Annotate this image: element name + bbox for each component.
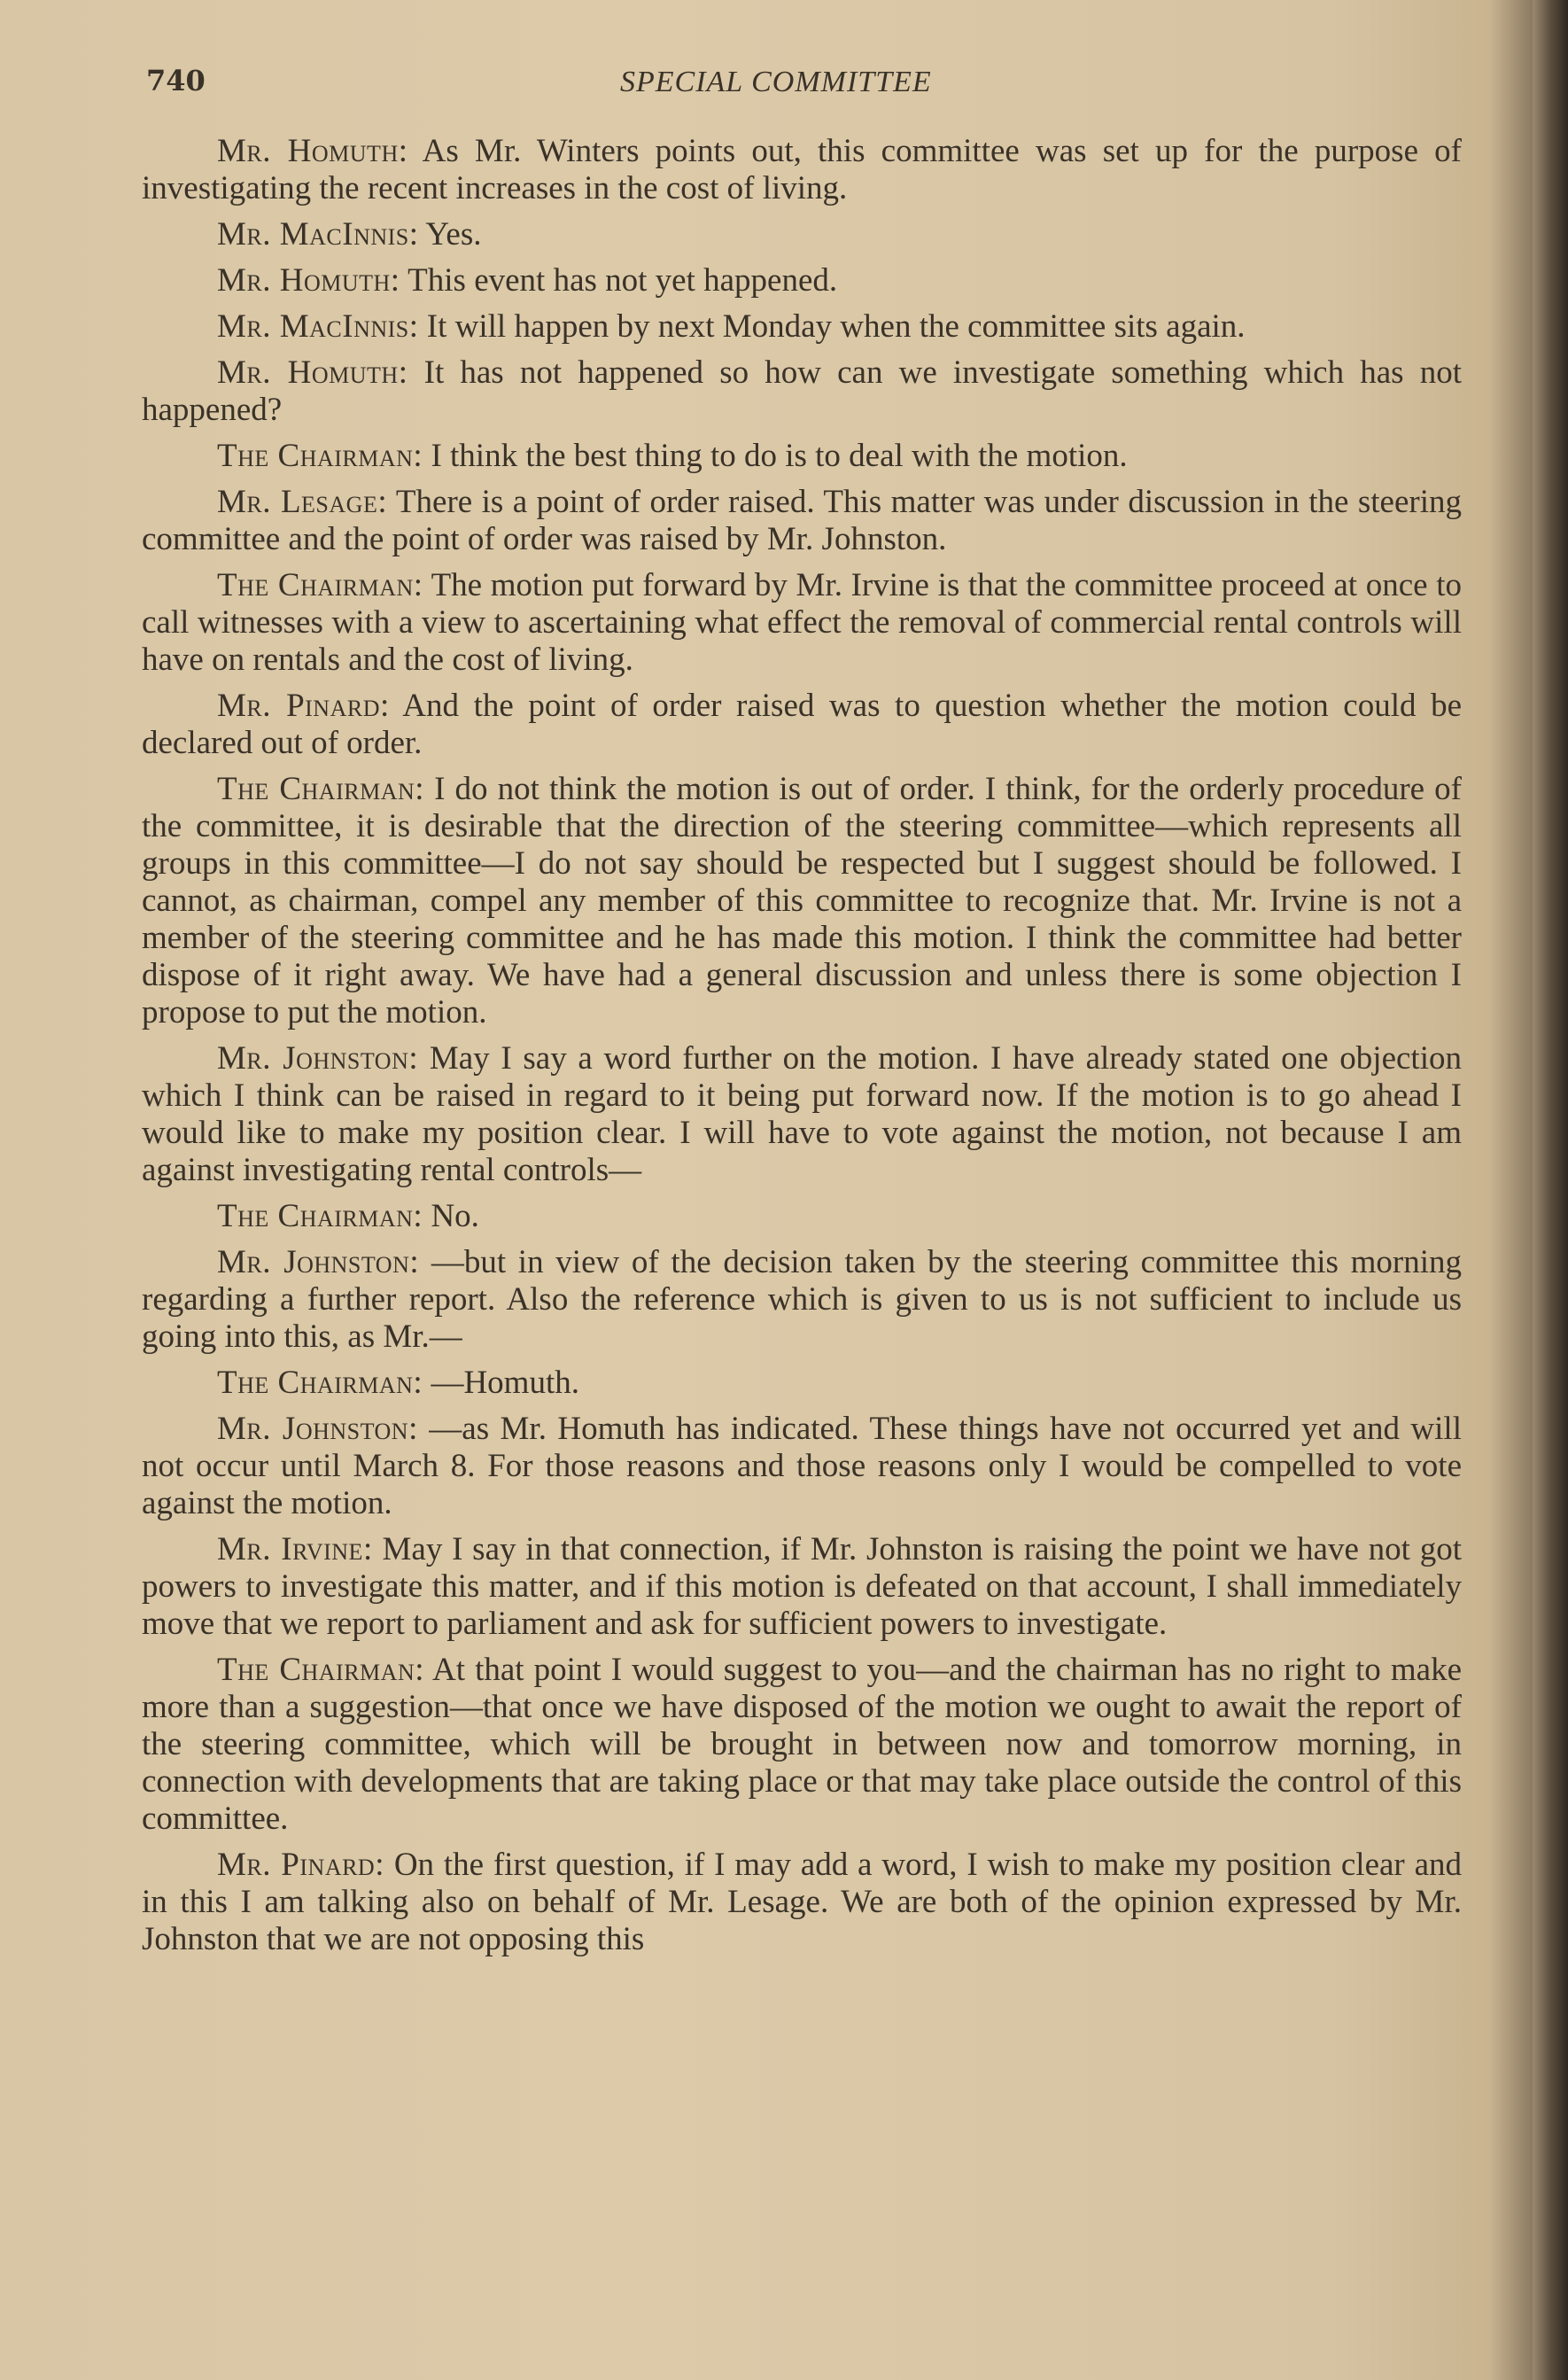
speaker-name: The Chairman: (217, 771, 425, 807)
speaker-name: The Chairman: (217, 438, 423, 474)
speech-text: On the first question, if I may add a word, I wish to make my position clear and in this I am talking also on behalf of Mr. Lesage. We are both of the opinion expressed by Mr. Johnston that we are not opposing this (142, 1847, 1462, 1957)
paragraph (142, 354, 1462, 429)
speaker-name: The Chairman: (217, 1652, 425, 1688)
paragraph (142, 308, 1462, 346)
speech-text: This event has not yet happened. (400, 262, 838, 299)
paragraph (142, 1040, 1462, 1189)
paragraph (142, 262, 1462, 299)
transcript-body (142, 133, 1462, 1967)
paragraph (142, 1198, 1462, 1235)
paragraph (142, 216, 1462, 253)
speech-text: —but in view of the decision taken by the steering committee this morning regarding a further report. Also the reference which is given to us is not sufficient to include us going into this, as Mr.— (142, 1244, 1462, 1355)
speech-text: It will happen by next Monday when the committee sits again. (418, 308, 1246, 345)
speaker-name: The Chairman: (217, 1365, 423, 1401)
book-spine-shadow (1533, 0, 1568, 2380)
speaker-name: The Chairman: (217, 567, 423, 603)
paragraph (142, 688, 1462, 762)
speech-text: As Mr. Winters points out, this committee was set up for the purpose of investigating the recent increases in the cost of living. (142, 133, 1462, 206)
speech-text: May I say a word further on the motion. I have already stated one objection which I think can be raised in regard to it being put forward now. If the motion is to go ahead I would like to make my position clear. I will have to vote against the motion, not because I am against investigating rental controls— (142, 1040, 1462, 1188)
speaker-name: Mr. Lesage: (217, 484, 388, 520)
speaker-name: Mr. MacInnis: (217, 216, 419, 253)
speaker-name: Mr. Homuth: (217, 262, 400, 299)
speech-text: Yes. (418, 216, 482, 253)
speech-text: —Homuth. (423, 1365, 579, 1401)
paragraph (142, 133, 1462, 207)
speaker-name: Mr. Homuth: (217, 133, 408, 169)
speaker-name: Mr. Homuth: (217, 354, 408, 391)
running-head: SPECIAL COMMITTEE (620, 66, 932, 98)
speech-text: There is a point of order raised. This matter was under discussion in the steering committee and the point of order was raised by Mr. Johnston. (142, 484, 1462, 557)
speech-text: The motion put forward by Mr. Irvine is that the committee proceed at once to call witnesses with a view to ascertaining what effect the removal of commercial rental controls will have on rentals and the cost of living. (142, 567, 1462, 678)
speech-text: I do not think the motion is out of order. I think, for the orderly procedure of the committee, it is desirable that the direction of the steering committee—which represents all groups in this committee—I do not say should be respected but I suggest should be followed. I cannot, as chairman, compel any member of this committee to recognize that. Mr. Irvine is not a member of the steering committee and he has made this motion. I think the committee had better dispose of it right away. We have had a general discussion and unless there is some objection I propose to put the motion. (142, 771, 1462, 1031)
paragraph (142, 1365, 1462, 1402)
speaker-name: The Chairman: (217, 1198, 423, 1234)
speaker-name: Mr. Johnston: (217, 1040, 419, 1077)
paragraph (142, 1531, 1462, 1643)
paragraph (142, 567, 1462, 679)
page-number: 740 (146, 64, 206, 97)
paragraph (142, 1411, 1462, 1522)
speech-text: At that point I would suggest to you—and the chairman has no right to make more than a suggestion—that once we have disposed of the motion we ought to await the report of the steering committee, which will be brought in between now and tomorrow morning, in connection with developments that are taking place or that may take place outside the control of this committee. (142, 1652, 1462, 1837)
paragraph (142, 438, 1462, 475)
speaker-name: Mr. Pinard: (217, 1847, 384, 1883)
speech-text: No. (423, 1198, 479, 1234)
page-header (146, 64, 1457, 108)
speech-text: It has not happened so how can we investigate something which has not happened? (142, 354, 1463, 428)
speaker-name: Mr. Johnston: (217, 1411, 418, 1447)
speech-text: May I say in that connection, if Mr. Johnston is raising the point we have not got powers to investigate this matter, and if this motion is defeated on that account, I shall immediately move that we report to parliament and ask for sufficient powers to investigate. (142, 1531, 1462, 1642)
speaker-name: Mr. Irvine: (217, 1531, 373, 1567)
speech-text: And the point of order raised was to question whether the motion could be declared out of order. (142, 688, 1462, 761)
paragraph (142, 1244, 1462, 1356)
paragraph (142, 771, 1462, 1031)
paragraph (142, 1652, 1462, 1838)
paragraph (142, 484, 1462, 558)
paragraph (142, 1847, 1462, 1958)
speech-text: I think the best thing to do is to deal with the motion. (423, 438, 1128, 474)
speaker-name: Mr. Johnston: (217, 1244, 420, 1280)
speech-text: —as Mr. Homuth has indicated. These things have not occurred yet and will not occur until March 8. For those reasons and those reasons only I would be compelled to vote against the motion. (142, 1411, 1462, 1521)
speaker-name: Mr. MacInnis: (217, 308, 419, 345)
speaker-name: Mr. Pinard: (217, 688, 390, 724)
